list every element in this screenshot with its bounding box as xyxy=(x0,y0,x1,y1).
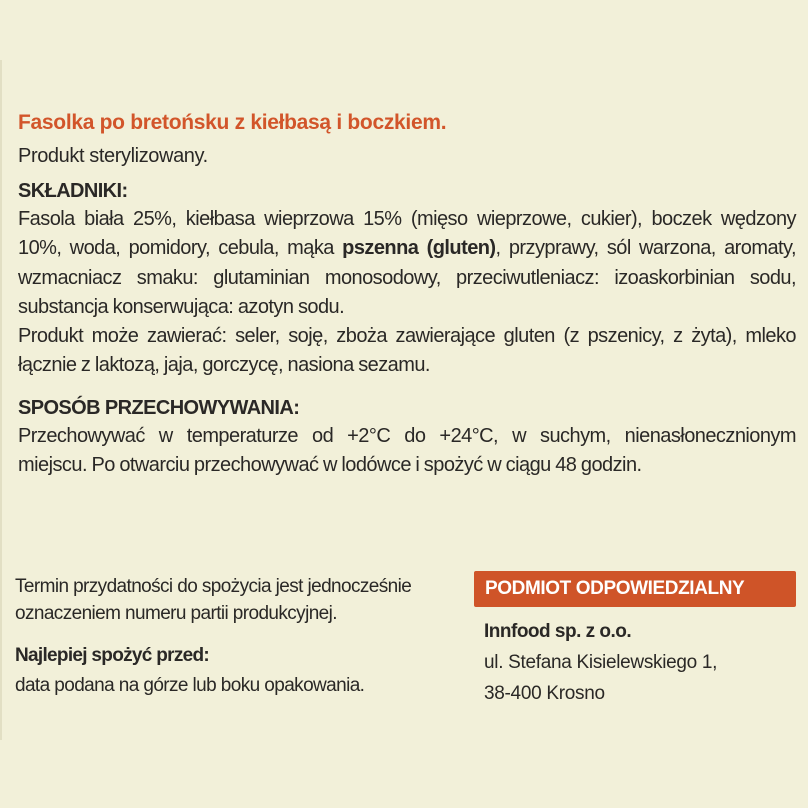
responsible-entity-badge: PODMIOT ODPOWIEDZIALNY xyxy=(474,571,796,607)
allergens-text xyxy=(18,322,796,381)
address-city: 38-400 Krosno xyxy=(484,683,605,704)
storage-text xyxy=(18,422,796,481)
ingredients-line-2-end: , przyprawy, sól warzona, aromaty, xyxy=(495,237,796,260)
expiry-line-2: oznaczeniem numeru partii produkcyjnej. xyxy=(15,603,337,624)
storage-line-2: miejscu. Po otwarciu przechowywać w lodówce i spożyć w ciągu 48 godzin. xyxy=(18,454,642,477)
company-name: Innfood sp. z o.o. xyxy=(484,621,632,642)
expiry-note xyxy=(15,573,465,627)
ingredients-line-4: substancja konserwująca: azotyn sodu. xyxy=(18,295,345,318)
panel-edge-line xyxy=(0,60,2,740)
product-subtitle: Produkt sterylizowany. xyxy=(18,145,208,167)
ingredients-text xyxy=(18,205,796,322)
address-street: ul. Stefana Kisielewskiego 1, xyxy=(484,652,718,673)
storage-heading: SPOSÓB PRZECHOWYWANIA: xyxy=(18,397,300,419)
ingredients-line-2 xyxy=(18,234,796,263)
ingredients-line-1: Fasola biała 25%, kiełbasa wieprzowa 15% (mięso wieprzowe, cukier), boczek wędzony xyxy=(18,208,796,230)
product-title: Fasolka po bretońsku z kiełbasą i boczkiem. xyxy=(18,111,447,134)
allergens-line-2: łącznie z laktozą, jaja, gorczycę, nasiona sezamu. xyxy=(18,354,430,377)
storage-line-1: Przechowywać w temperaturze od +2°C do +24°C, w suchym, nienasłonecznionym xyxy=(18,425,796,447)
allergen-highlight: pszenna (gluten) xyxy=(342,237,496,260)
expiry-line-1: Termin przydatności do spożycia jest jednocześnie xyxy=(15,576,412,597)
ingredients-heading: SKŁADNIKI: xyxy=(18,180,128,202)
best-before-text: data podana na górze lub boku opakowania. xyxy=(15,675,365,696)
best-before-heading: Najlepiej spożyć przed: xyxy=(15,645,210,666)
ingredients-line-3: wzmacniacz smaku: glutaminian monosodowy, przeciwutleniacz: izoaskorbinian sodu, xyxy=(18,266,796,289)
ingredients-line-2-start: 10%, woda, pomidory, cebula, mąka xyxy=(18,237,343,260)
allergens-line-1: Produkt może zawierać: seler, soję, zboża zawierające gluten (z pszenicy, z żyta), mleko xyxy=(18,325,796,347)
